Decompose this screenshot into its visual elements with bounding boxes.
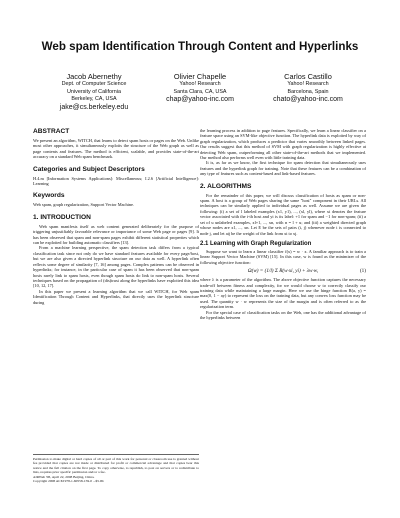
introduction-heading: 1. INTRODUCTION <box>33 213 91 221</box>
introduction-paragraph: Web spam manifests itself as web content generated deliberately for the purpose of triggering unjustifiably favorable relevance or importance of some Web page or pages [9]. It has been observed that spam and non-spam pages exhibit different statistical properties which can be exploited for building automatic classifiers [13]. <box>33 223 199 246</box>
author-affiliation-line: Yahoo! Research <box>287 81 329 87</box>
objective-equation <box>200 268 366 274</box>
introduction-paragraph: In this paper we present a learning algorithm that we call WITCH, for Web spam Identification Through Content and Hyperlinks, that directly uses the hyperlink structure during <box>33 288 199 305</box>
categories-heading: Categories and Subject Descriptors <box>33 165 145 173</box>
introduction-continued: It is, as far as we know, the first technique for spam detection that simultaneously uses features and the hyperlink graph for training. Note that these features can be a combination of any type of features such as content-based and link-based features. <box>200 160 366 177</box>
right-column <box>200 128 366 320</box>
permission-notice: Permission to make digital or hard copies of all or part of this work for personal or classroom use is granted without fee provided that copies are not made or distributed for profit or commercial advantage and that copies bear this notice and the full citation on the first page. To copy otherwise, to republish, to post on servers or to redistribute to lists, requires prior specific permission and/or a fee. <box>33 457 199 475</box>
introduction-continued: the learning process in addition to page features. Specifically, we learn a linear classifier on a feature space using an SVM-like objective function. The hyperlink data is exploited by way of graph regularization, which produces a predictor that varies smoothly between linked pages. Our results suggest that this method of SVM with graph regularization is highly effective at detecting Web spam, outperforming all other state-of-the-art methods that we implemented. Our method also performs well even with little training data. <box>200 128 366 161</box>
keywords-heading: Keywords <box>33 192 65 200</box>
categories-text: H.4.m [Information Systems Applications]: Miscellaneous; I.2.6 [Artificial Intelligence]: Learning <box>33 175 199 187</box>
author-3 <box>243 72 373 105</box>
copyright-line: Copyright 2008 ACM 978-1-60558-159-0 ...$5.00. <box>33 479 105 484</box>
section-2-1-text: where λ is a parameter of the algorithm. The above objective function captures the necessary trade-off between fitness and complexity, for we would choose w to correctly classify our training data while maintaining a large margin. Here we use the hinge function R(a, y) = max(0, 1 − ay) to represent the loss on the training data, but any convex loss function may be used. The quantity w · w represents the size of the margin and is often referred to as the regularization term. <box>200 277 366 310</box>
section-2-1-text: For the special case of classification tasks on the Web, one has the additional advantage of the hyperlinks between <box>200 309 366 320</box>
author-email: jake@cs.berkeley.edu <box>59 103 129 111</box>
venue-line: AIRWeb '08, April 22, 2008 Beijing, China. <box>33 474 95 479</box>
author-affiliation-line: University of California <box>67 88 121 95</box>
equation-number: (1) <box>359 268 366 275</box>
paper-title: Web spam Identification Through Content and Hyperlinks <box>41 40 359 53</box>
introduction-paragraph: From a machine learning perspective, the spam detection task differs from a typical classification task since not only do we have standard features available for every page/host, but we are also given a directed hyperlink structure on our data as well. A hyperlink often reflects some degree of similarity [7, 16] among pages. Complex patterns can be observed in hyperlinks; for instance, in the particular case of spam it has been observed that non-spam hosts rarely link to spam hosts, even though spam hosts do link to non-spam hosts. Several techniques based on the propagation of (dis)trust along the hyperlinks have exploited this idea [10, 12, 17]. <box>33 245 199 289</box>
equation-body: Ω(w) = (1/l) Σ R(w·xi, yi) + λw·w, <box>247 268 319 275</box>
keywords-text: Web spam, graph regularization, Support Vector Machine. <box>33 202 135 208</box>
author-email: chap@yahoo-inc.com <box>166 96 234 104</box>
algorithms-paragraph: For the remainder of this paper, we will discuss classification of hosts as spam or non-spam. A host is a group of Web pages sharing the same "host" component in their URLs. All techniques can be similarly applied to individual pages as well. Assume we are given the following: (i) a set of l labeled examples (x1, y1), ..., (xl, yl), where xi denotes the feature vector associated with the i-th host and yi is its label: +1 for spam and −1 for non-spam; (ii) a set of u unlabeled examples, xl+1, ..., xn, with n = l + u; and (iii) a weighted directed graph whose nodes are x1, ..., xn. Let E be the sets of pairs (i, j) whenever node i is connected to node j, and let aij be the weight of the link from xi to xj. <box>200 192 366 236</box>
author-email: chato@yahoo-inc.com <box>273 96 343 104</box>
left-column <box>33 128 199 305</box>
author-name: Jacob Abernethy <box>66 72 122 81</box>
abstract-heading: ABSTRACT <box>33 128 70 135</box>
author-name: Carlos Castillo <box>284 72 332 81</box>
abstract-text: We present an algorithm, WITCH, that learns to detect spam hosts or pages on the Web. Unlike most other approaches, it simultaneously exploits the structure of the Web graph as well as page contents and features. The method is efficient, scalable, and provides state-of-the-art accuracy on a standard Web spam benchmark. <box>33 138 199 160</box>
author-affiliation-line: Dept. of Computer Science <box>61 81 127 87</box>
author-affiliation-line: Yahoo! Research <box>179 81 221 87</box>
algorithms-heading: 2. ALGORITHMS <box>200 182 252 190</box>
section-2-1-text: Suppose we want to learn a linear classifier f(x) = w · x. A familiar approach is to train a linear Support Vector Machine (SVM) [15]. In this case, w is found as the minimizer of the following objective function: <box>200 248 366 265</box>
section-2-1-heading: 2.1 Learning with Graph Regularization <box>200 240 312 247</box>
author-name: Olivier Chapelle <box>173 72 227 81</box>
author-affiliation-line: Santa Clara, CA, USA <box>173 88 227 95</box>
copyright-footnote <box>33 454 199 483</box>
author-affiliation-line: Barcelona, Spain <box>287 88 329 95</box>
author-affiliation-line: Berkeley, CA, USA <box>71 96 117 103</box>
